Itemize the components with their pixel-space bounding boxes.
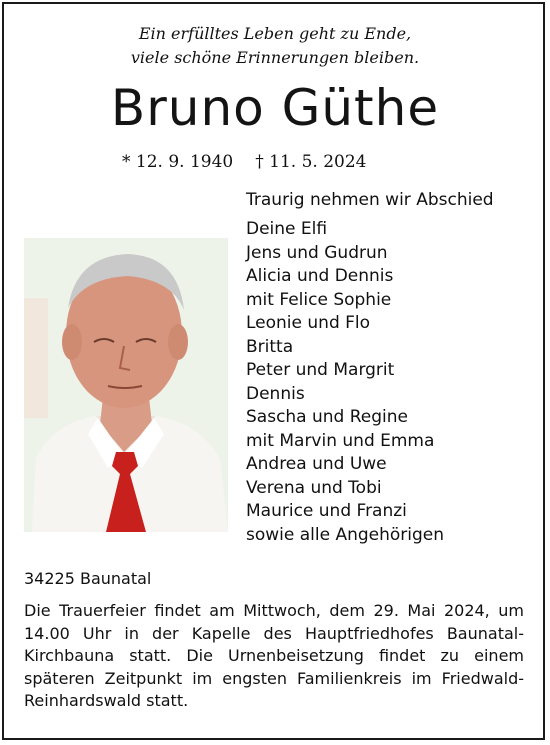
intro-line-2: viele schöne Erinnerungen bleiben.	[130, 48, 420, 67]
birth-date: * 12. 9. 1940	[122, 152, 234, 172]
portrait-photo	[24, 238, 228, 532]
mourner-name: Dennis	[246, 383, 305, 404]
mourner-name: Peter und Margrit	[246, 360, 395, 380]
mourner-name: Leonie und Flo	[246, 313, 371, 333]
intro-line-1: Ein erfülltes Leben geht zu Ende,	[138, 24, 412, 43]
city-line: 34225 Baunatal	[24, 569, 152, 588]
deceased-name: Bruno Güthe	[110, 79, 440, 137]
life-dates	[122, 150, 366, 174]
mourner-list	[246, 218, 444, 547]
mourner-name: Maurice und Franzi	[246, 501, 407, 521]
mourner-name: Andrea und Uwe	[246, 454, 387, 474]
funeral-notice: Die Trauerfeier findet am Mittwoch, dem 29. Mai 2024, um 14.00 Uhr in der Kapelle des Hauptfriedhofes Baunatal-Kirchbauna statt. Die Urnenbeisetzung findet zu einem späteren Zeitpunkt im engsten Familienkreis im Friedwald-Reinhardswald statt.	[24, 601, 524, 710]
mourner-name: mit Felice Sophie	[246, 289, 392, 310]
mourner-name: Alicia und Dennis	[246, 266, 394, 286]
intro-verse	[0, 22, 550, 70]
mourner-name: Britta	[246, 336, 294, 357]
mourner-name: Verena und Tobi	[246, 477, 382, 498]
mourner-name: mit Marvin und Emma	[246, 430, 435, 451]
mourner-name: Jens und Gudrun	[246, 242, 388, 263]
portrait-illustration	[24, 238, 228, 532]
mourner-name: sowie alle Angehörigen	[246, 524, 445, 545]
mourning-heading: Traurig nehmen wir Abschied	[246, 190, 494, 210]
death-date: † 11. 5. 2024	[255, 152, 367, 172]
mourner-name: Sascha und Regine	[246, 407, 409, 427]
mourner-name: Deine Elfi	[246, 219, 328, 239]
